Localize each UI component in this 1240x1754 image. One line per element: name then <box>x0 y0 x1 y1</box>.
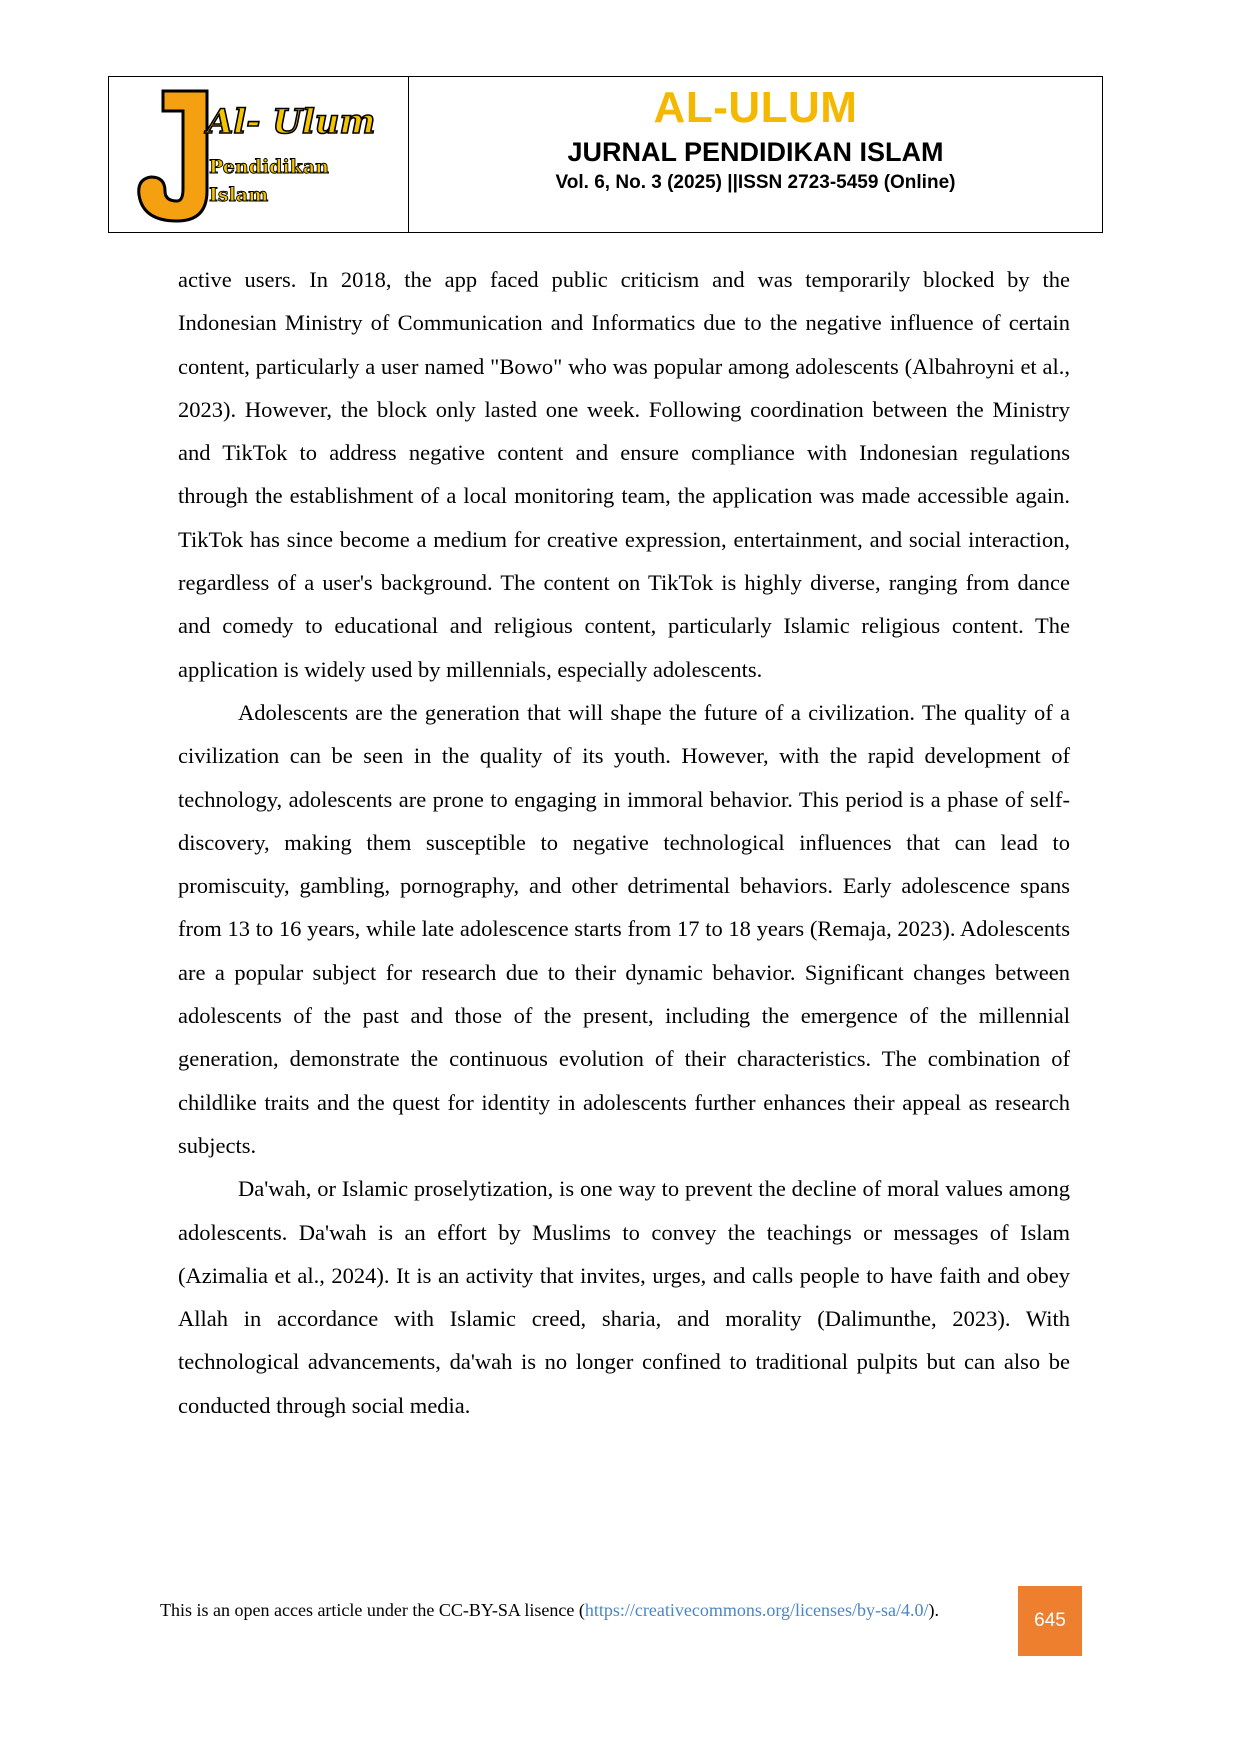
page-number: 645 <box>1018 1586 1082 1656</box>
svg-text:Al- Ulum: Al- Ulum <box>207 102 376 142</box>
license-suffix: ). <box>928 1600 939 1620</box>
paragraph: active users. In 2018, the app faced public criticism and was temporarily blocked by the Indonesian Ministry of Communication and Informatics due to the negative influence of certain content, particularly a user named "Bowo" who was popular among adolescents (Albahroyni et al., 2023). However, the block only lasted one week. Following coordination between the Ministry and TikTok to address negative content and ensure compliance with Indonesian regulations through the establishment of a local monitoring team, the application was made accessible again. TikTok has since become a medium for creative expression, entertainment, and social interaction, regardless of a user's background. The content on TikTok is highly diverse, ranging from dance and comedy to educational and religious content, particularly Islamic religious content. The application is widely used by millennials, especially adolescents. <box>178 267 1070 682</box>
license-note <box>160 1598 1010 1622</box>
paragraph: Adolescents are the generation that will shape the future of a civilization. The quality of a civilization can be seen in the quality of its youth. However, with the rapid development of technology, adolescents are prone to engaging in immoral behavior. This period is a phase of self-discovery, making them susceptible to negative technological influences that can lead to promiscuity, gambling, pornography, and other detrimental behaviors. Early adolescence spans from 13 to 16 years, while late adolescence starts from 17 to 18 years (Remaja, 2023). Adolescents are a popular subject for research due to their dynamic behavior. Significant changes between adolescents of the past and those of the present, including the emergence of the millennial generation, demonstrate the continuous evolution of their characteristics. The combination of childlike traits and the quest for identity in adolescents further enhances their appeal as research subjects. <box>178 699 1070 1158</box>
journal-title-block <box>409 77 1102 232</box>
license-link[interactable]: https://creativecommons.org/licenses/by-sa/4.0/ <box>584 1600 929 1620</box>
journal-title: AL-ULUM <box>653 83 858 132</box>
journal-volume-issn: Vol. 6, No. 3 (2025) ||ISSN 2723-5459 (Online) <box>555 171 956 193</box>
journal-header <box>108 76 1103 233</box>
svg-text:Pendidikan: Pendidikan <box>209 156 329 178</box>
journal-logo-image <box>121 83 391 228</box>
article-body <box>178 258 1070 1427</box>
svg-text:Islam: Islam <box>209 184 269 206</box>
journal-subtitle: JURNAL PENDIDIKAN ISLAM <box>567 136 944 167</box>
journal-logo <box>109 77 409 232</box>
paragraph: Da'wah, or Islamic proselytization, is one way to prevent the decline of moral values among adolescents. Da'wah is an effort by Muslims to convey the teachings or messages of Islam (Azimalia et al., 2024). It is an activity that invites, urges, and calls people to have faith and obey Allah in accordance with Islamic creed, sharia, and morality (Dalimunthe, 2023). With technological advancements, da'wah is no longer confined to traditional pulpits but can also be conducted through social media. <box>178 1176 1070 1418</box>
license-prefix: This is an open acces article under the CC-BY-SA lisence ( <box>160 1600 585 1620</box>
